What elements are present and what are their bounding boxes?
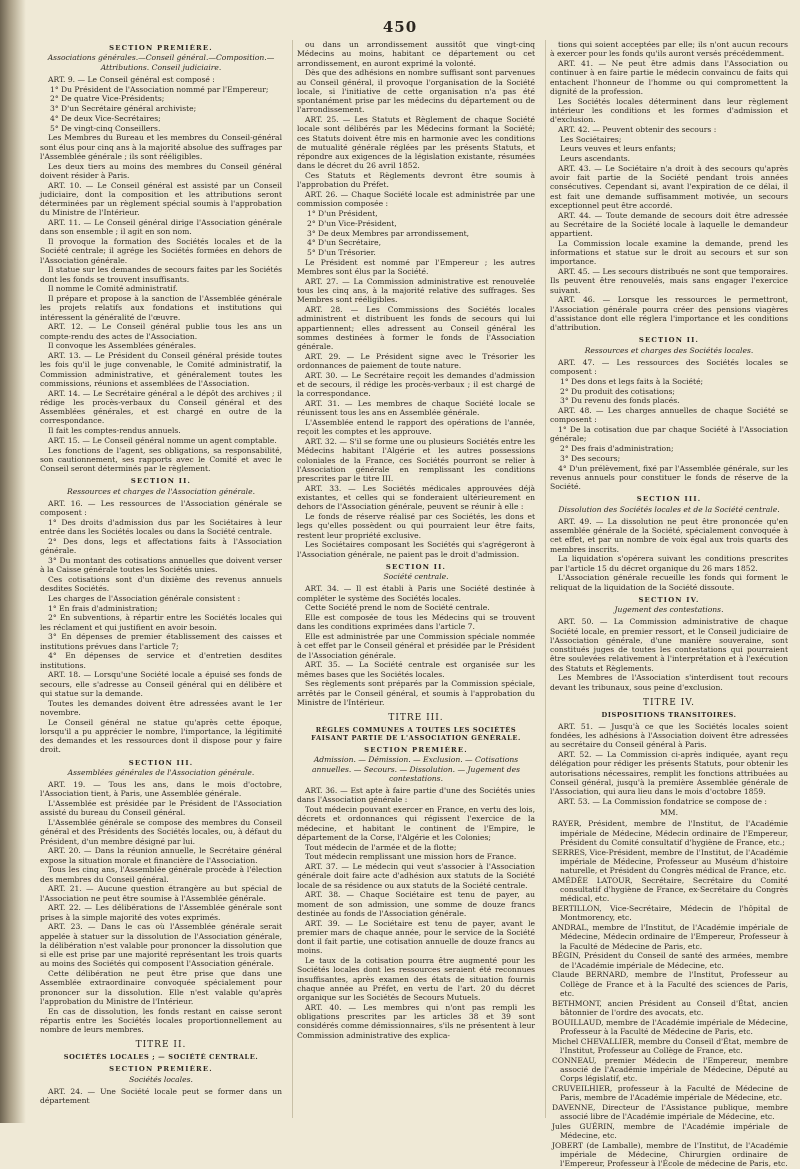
article-paragraph: Il convoque les Assemblées générales. bbox=[48, 341, 197, 351]
commission-member: SERRES, Vice-Président, membre de l'Institut, de l'Académie impériale de Médecine, Professeur au Muséum d'histoire naturelle, et Président du Congrès médical de France, etc. bbox=[552, 847, 788, 876]
list-item: 1° Des dons et legs faits à la Société; bbox=[560, 376, 704, 386]
article-paragraph: ART. 34. — Il est établi à Paris une Société destinée à compléter le système des Sociétés locales. bbox=[297, 584, 535, 603]
article-paragraph: ART. 13. — Le Président du Conseil général préside toutes les fois qu'il le juge convenable, le Comité administratif, la Commission administrative, et généralement toutes les commissions, réunions et assemblées de l'Association. bbox=[40, 351, 282, 388]
section-subtitle: Société centrale. bbox=[383, 572, 449, 582]
article-paragraph: ART. 43. — Le Sociétaire n'a droit à des secours qu'après avoir fait partie de la Société pendant trois années consécutives. Cependant si, avant l'expiration de ce délai, il est fait une demande suffisamment motivée, un secours exceptionnel peut être accordé. bbox=[550, 163, 788, 210]
section-subtitle: Jugement des contestations. bbox=[614, 605, 724, 615]
title-heading: TITRE III. bbox=[388, 713, 444, 724]
article-paragraph: Les Sociétaires composant les Sociétés qui s'agrégeront à l'Association générale, ne paient pas le droit d'admission. bbox=[297, 540, 535, 559]
article-paragraph: Ces cotisations sont d'un dixième des revenus annuels desdites Sociétés. bbox=[40, 574, 282, 594]
article-paragraph: 3° En dépenses de premier établissement des caisses et institutions prévues dans l'article 7; bbox=[40, 632, 282, 651]
article-paragraph: Les deux tiers au moins des membres du Conseil général doivent résider à Paris. bbox=[40, 161, 282, 180]
article-paragraph: 2° Des dons, legs et affectations faits à l'Association générale. bbox=[40, 536, 282, 556]
article-paragraph: ou dans un arrondissement aussitôt que vingt-cinq Médecins au moins, habitant ce département ou cet arrondissement, en auront exprimé la volonté. bbox=[297, 40, 535, 68]
column-right bbox=[545, 40, 788, 1169]
list-item: 2° D'un Vice-Président, bbox=[307, 218, 397, 228]
commission-member: DAVENNE, Directeur de l'Assistance publique, membre associé libre de l'Académie impériale de Médecine, etc. bbox=[552, 1102, 788, 1122]
section-subtitle: Ressources et charges des Sociétés locales. bbox=[584, 345, 754, 355]
article-paragraph: Dès que des adhésions en nombre suffisant sont parvenues au Conseil général, il provoque l'organisation de la Société locale, si l'initiative de cette organisation n'a pas été spontanément prise par les médecins du département ou de l'arrondissement. bbox=[297, 68, 535, 115]
article-paragraph: Tout médecin de l'armée et de la flotte; bbox=[305, 842, 457, 852]
article-paragraph: Cette délibération ne peut être prise que dans une Assemblée extraordinaire convoquée spécialement pour prononcer sur la dissolution. Elle n'est valable qu'après l'approbation du Ministre de l'Intérieur. bbox=[40, 969, 282, 1006]
article-paragraph: ART. 10. — Le Conseil général est assisté par un Conseil judiciaire, dont la composition et les attributions seront déterminées par un règlement spécial soumis à l'approbation du Ministre de l'Intérieur. bbox=[40, 180, 282, 218]
article-paragraph: ART. 12. — Le Conseil général publie tous les ans un compte-rendu des actes de l'Association. bbox=[40, 322, 282, 341]
list-item: 4° De deux Vice-Secrétaires; bbox=[50, 113, 161, 123]
commission-member: CONNEAU, premier Médecin de l'Empereur, membre associé de l'Académie impériale de Médecine, Député au Corps législatif, etc. bbox=[552, 1055, 788, 1084]
article-paragraph: ART. 48. — Les charges annuelles de chaque Société se composent : bbox=[550, 406, 788, 425]
article-paragraph: 1° En frais d'administration; bbox=[48, 603, 158, 613]
page-number: 450 bbox=[382, 18, 418, 36]
list-item: Leurs veuves et leurs enfants; bbox=[560, 144, 676, 154]
article-paragraph: ART. 24. — Une Société locale peut se former dans un département bbox=[40, 1086, 282, 1106]
section-heading: SECTION IV. bbox=[638, 595, 700, 604]
article-paragraph: L'Association générale recueille les fonds qui forment le reliquat de la liquidation de la Société dissoute. bbox=[550, 573, 788, 592]
commission-member: Claude BERNARD, membre de l'Institut, Professeur au Collège de France et à la Faculté des sciences de Paris, etc. bbox=[552, 970, 788, 998]
article-paragraph: 1° De la cotisation due par chaque Société à l'Association générale; bbox=[550, 425, 788, 444]
section-heading: SECTION III. bbox=[636, 495, 702, 504]
list-item: Les Sociétaires; bbox=[560, 134, 622, 144]
article-paragraph: Elle est composée de tous les Médecins qui se trouvent dans les conditions exprimées dans l'article 7. bbox=[297, 613, 535, 632]
article-paragraph: Le fonds de réserve réalisé par ces Sociétés, les dons et legs qu'elles possèdent ou qui pourraient leur être faits, restent leur propriété exclusive. bbox=[297, 512, 535, 540]
article-paragraph: ART. 15. — Le Conseil général nomme un agent comptable. bbox=[48, 435, 277, 445]
article-paragraph: ART. 25. — Les Statuts et Règlement de chaque Société locale sont délibérés par les Médecins formant la Société; ces Statuts doivent être mis en harmonie avec les conditions de mutualité générale réglées par les présents Statuts, et répondre aux exigences de la législation existante, résumées dans le décret du 26 avril 1852. bbox=[297, 115, 535, 171]
article-paragraph: Elle est administrée par une Commission spéciale nommée à cet effet par le Conseil général et présidée par le Président de l'Association générale. bbox=[297, 632, 535, 660]
article-paragraph: ART. 38. — Chaque Sociétaire est tenu de payer, au moment de son admission, une somme de douze francs destinée au fonds de l'Association générale. bbox=[297, 890, 535, 918]
article-paragraph: ART. 32. — S'il se forme une ou plusieurs Sociétés entre les Médecins habitant l'Algérie et les autres possessions coloniales de la France, ces Sociétés pourront se relier à l'Association générale en remplissant les conditions prescrites par le titre III. bbox=[297, 437, 535, 483]
list-item: 5° De vingt-cinq Conseillers. bbox=[50, 123, 161, 133]
article-paragraph: ART. 18. — Lorsqu'une Société locale a épuisé ses fonds de secours, elle s'adresse au Conseil général qui en délibère et qui statue sur la demande. bbox=[40, 670, 282, 698]
article-paragraph: ART. 26. — Chaque Société locale est administrée par une commission composée : bbox=[297, 190, 535, 209]
commission-member: Jules GUÉRIN, membre de l'Académie impériale de Médecine, etc. bbox=[552, 1121, 788, 1141]
article-paragraph: La liquidation s'opérera suivant les conditions prescrites par l'article 15 du décret organique du 26 mars 1852. bbox=[550, 554, 788, 573]
article-paragraph: Il provoque la formation des Sociétés locales et de la Société centrale; il agrége les Sociétés formées en dehors de l'Association générale. bbox=[40, 237, 282, 265]
list-item: 3° D'un Secrétaire général archiviste; bbox=[50, 104, 197, 114]
article-paragraph: Le Président est nommé par l'Empereur ; les autres Membres sont élus par la Société. bbox=[297, 257, 535, 276]
section-subtitle: Assemblées générales de l'Association générale. bbox=[67, 767, 255, 777]
article-paragraph: ART. 19. — Tous les ans, dans le mois d'octobre, l'Association tient, à Paris, une Assemblée générale. bbox=[40, 780, 282, 799]
article-paragraph: Les Membres de l'Association s'interdisent tout recours devant les tribunaux, sous peine d'exclusion. bbox=[550, 673, 788, 692]
section-subtitle: Ressources et charges de l'Association générale. bbox=[66, 486, 256, 496]
list-item: 2° Du produit des cotisations; bbox=[560, 386, 675, 396]
article-paragraph: ART. 31. — Les membres de chaque Société locale se réunissent tous les ans en Assemblée générale. bbox=[297, 399, 535, 418]
article-paragraph: Toutes les demandes doivent être adressées avant le 1er novembre. bbox=[40, 698, 282, 717]
article-paragraph: L'Assemblée est présidée par le Président de l'Association assisté du bureau du Conseil général. bbox=[40, 799, 282, 818]
section-subtitle: Sociétés locales. bbox=[129, 1074, 193, 1084]
article-paragraph: Ses règlements sont préparés par la Commission spéciale, arrêtés par le Conseil général, et soumis à l'approbation du Ministre de l'Intérieur. bbox=[297, 679, 535, 707]
article-paragraph: Il prépare et propose à la sanction de l'Assemblée générale les projets relatifs aux fondations et institutions qui intéressent la généralité de l'œuvre. bbox=[40, 294, 282, 322]
commission-member: RAYER, Président, membre de l'Institut, de l'Académie impériale de Médecine, Médecin ordinaire de l'Empereur, Président du Comité consultatif d'hygiène de France, etc.; bbox=[552, 819, 788, 847]
list-item: 3° De deux Membres par arrondissement, bbox=[307, 228, 470, 238]
article-paragraph: Les charges de l'Association générale consistent : bbox=[48, 593, 241, 603]
section-heading: SECTION PREMIÈRE. bbox=[364, 746, 468, 755]
section-heading: SECTION PREMIÈRE. bbox=[109, 1065, 213, 1074]
article-paragraph: ART. 37. — Le médecin qui veut s'associer à l'Association générale doit faire acte d'adhésion aux statuts de la Société locale de sa résidence ou aux statuts de la Société centrale. bbox=[297, 862, 535, 890]
article-paragraph: Tout médecin pouvant exercer en France, en vertu des lois, décrets et ordonnances qui régissent l'exercice de la médecine, et habitant le continent de l'Empire, le département de la Corse, l'Algérie et les Colonies; bbox=[297, 805, 535, 842]
article-paragraph: ART. 14. — Le Secrétaire général a le dépôt des archives ; il rédige les procès-verbaux du Conseil général et des Assemblées générales, et est chargé en outre de la correspondance. bbox=[40, 388, 282, 426]
article-paragraph: L'Assemblée générale se compose des membres du Conseil général et des Présidents des Sociétés locales, ou, à défaut du Président, d'un membre désigné par lui. bbox=[40, 818, 282, 846]
article-paragraph: ART. 50. — La Commission administrative de chaque Société locale, en premier ressort, et le Conseil judiciaire de l'Association générale, d'une manière souveraine, sont constitués juges de toutes les contestations qui pourraient être soulevées relativement à l'interprétation et à l'exécution des Statuts et Règlements. bbox=[550, 617, 788, 673]
list-item: 1° D'un Président, bbox=[307, 209, 378, 218]
article-paragraph: ART. 29. — Le Président signe avec le Trésorier les ordonnances de paiement de toute nature. bbox=[297, 351, 535, 370]
article-paragraph: ART. 33. — Les Sociétés médicales approuvées déjà existantes, et celles qui se fonderaient ultérieurement en dehors de l'Association générale, peuvent se réunir à elle : bbox=[297, 483, 535, 512]
article-paragraph: ART. 42. — Peuvent obtenir des secours : bbox=[558, 124, 717, 134]
article-paragraph: ART. 52. — La Commission ci-après indiquée, ayant reçu délégation pour rédiger les présents Statuts, pour obtenir les autorisations nécessaires, remplit les fonctions attribuées au Conseil général, jusqu'à la première Assemblée générale de l'Association, qui aura lieu dans le mois d'octobre 1859. bbox=[550, 750, 788, 797]
article-paragraph: ART. 49. — La dissolution ne peut être prononcée qu'en assemblée générale de la Société, spécialement convoquée à cet effet, et par un nombre de voix égal aux trois quarts des membres inscrits. bbox=[550, 516, 788, 554]
article-paragraph: L'Assemblée entend le rapport des opérations de l'année, reçoit les comptes et les approuve. bbox=[297, 418, 535, 437]
article-paragraph: ART. 36. — Est apte à faire partie d'une des Sociétés unies dans l'Association générale : bbox=[297, 786, 535, 805]
article-paragraph: ART. 11. — Le Conseil général dirige l'Association générale dans son ensemble ; il agit en son nom. bbox=[40, 218, 282, 237]
article-paragraph: 1° Des droits d'admission dus par les Sociétaires à leur entrée dans les Sociétés locales ou dans la Société centrale. bbox=[40, 517, 282, 537]
article-paragraph: Cette Société prend le nom de Société centrale. bbox=[305, 603, 490, 613]
article-paragraph: ART. 20. — Dans la réunion annuelle, le Secrétaire général expose la situation morale et financière de l'Association. bbox=[40, 846, 282, 865]
article-paragraph: ART. 47. — Les ressources des Sociétés locales se composent : bbox=[550, 357, 788, 377]
article-paragraph: Les Sociétés locales déterminent dans leur règlement intérieur les conditions et les formes d'admission et d'exclusion. bbox=[550, 96, 788, 124]
article-paragraph: Il nomme le Comité administratif. bbox=[48, 284, 178, 294]
article-paragraph: ART. 45. — Les secours distribués ne sont que temporaires. Ils peuvent être renouvelés, mais sans engager l'exercice suivant. bbox=[550, 267, 788, 295]
list-item: 3° Des secours; bbox=[560, 453, 621, 463]
article-paragraph: Il statue sur les demandes de secours faites par les Sociétés dont les fonds se trouvent insuffisants. bbox=[40, 265, 282, 284]
article-paragraph: ART. 28. — Les Commissions des Sociétés locales administrent et distribuent les fonds de secours qui lui appartiennent; elles adressent au Conseil général les sommes destinées à former le fonds de l'Association générale. bbox=[297, 305, 535, 351]
commission-member: BOUILLAUD, membre de l'Académie impériale de Médecine, Professeur à la Faculté de Médecine de Paris, etc. bbox=[552, 1017, 788, 1036]
list-item: 5° D'un Trésorier. bbox=[307, 248, 376, 257]
list-item: 1° Du Président de l'Association nommé par l'Empereur; bbox=[50, 84, 269, 94]
article-paragraph: ART. 35. — La Société centrale est organisée sur les mêmes bases que les Sociétés locales. bbox=[297, 660, 535, 679]
article-paragraph: tions qui soient acceptées par elle; ils n'ont aucun recours à exercer pour les fonds qu'ils auront versés précédemment. bbox=[550, 40, 788, 59]
commission-member: Michel CHEVALLIER, membre du Conseil d'État, membre de l'Institut, Professeur au Collège de France, etc. bbox=[552, 1036, 788, 1055]
article-paragraph: ART. 40. — Les membres qui n'ont pas rempli les obligations prescrites par les articles 38 et 39 sont considérés comme démissionnaires, s'ils ne présentent à leur Commission administrative des explica- bbox=[297, 1002, 535, 1040]
article-paragraph: ART. 53. — La Commission fondatrice se compose de : bbox=[558, 796, 767, 806]
article-paragraph: 3° Du montant des cotisations annuelles que doivent verser à la Caisse générale toutes les Sociétés unies. bbox=[40, 555, 282, 575]
section-subtitle: Admission. — Démission. — Exclusion. — Cotisations annuelles. — Secours. — Dissolution. — Jugement des contestations. bbox=[311, 755, 521, 783]
article-paragraph: 4° D'un prélèvement, fixé par l'Assemblée générale, sur les revenus annuels pour constituer le fonds de réserve de la Société. bbox=[550, 463, 788, 492]
article-paragraph: Le taux de la cotisation pourra être augmenté pour les Sociétés locales dont les ressources seraient été reconnues insuffisantes, après examen des états de situation fournis chaque année au Préfet, en vertu de l'art. 20 du décret organique sur les Sociétés de Secours Mutuels. bbox=[297, 956, 535, 1003]
article-paragraph: ART. 51. — Jusqu'à ce que les Sociétés locales soient fondées, les adhésions à l'Association doivent être adressées au secrétaire du Conseil général à Paris. bbox=[550, 721, 788, 750]
article-paragraph: Les Membres du Bureau et les membres du Conseil-général sont élus pour cinq ans à la majorité absolue des suffrages par l'Assemblée générale ; ils sont rééligibles. bbox=[40, 133, 282, 161]
list-item: 2° De quatre Vice-Présidents; bbox=[50, 94, 165, 104]
section-subtitle: Associations générales.—Conseil général.—Composition.—Attributions. Conseil judiciaire. bbox=[47, 53, 275, 72]
commission-member: BERTILLON, Vice-Secrétaire, Médecin de l'hôpital de Montmorency, etc. bbox=[552, 904, 788, 923]
section-heading: SECTION II. bbox=[638, 336, 700, 345]
article-paragraph: 2° En subventions, à répartir entre les Sociétés locales qui les réclament et qui justifient en avoir besoin. bbox=[40, 613, 282, 632]
column-middle bbox=[292, 40, 535, 1118]
commission-member: AMÉDÉE LATOUR, Secrétaire, Secrétaire du Comité consultatif d'hygiène de France, ex-Secrétaire du Congrès médical, etc. bbox=[552, 875, 788, 904]
article-paragraph: ART. 22. — Les délibérations de l'Assemblée générale sont prises à la simple majorité des votes exprimés. bbox=[40, 903, 282, 922]
article-paragraph: En cas de dissolution, les fonds restant en caisse seront répartis entre les Sociétés locales proportionnellement au nombre de leurs membres. bbox=[40, 1006, 282, 1035]
title-heading: TITRE IV. bbox=[642, 697, 696, 708]
section-heading: SECTION III. bbox=[128, 758, 194, 767]
article-paragraph: Ces Statuts et Règlements devront être soumis à l'approbation du Préfet. bbox=[297, 171, 535, 190]
article-paragraph: ART. 39. — Le Sociétaire est tenu de payer, avant le premier mars de chaque année, pour le service de la Société dont il fait partie, une cotisation annuelle de douze francs au moins. bbox=[297, 918, 535, 956]
article-paragraph: ART. 23. — Dans le cas où l'Assemblée générale serait appelée à statuer sur la dissolution de l'Association générale, la délibération n'est valable pour prononcer la dissolution que si elle est prise par une majorité représentant les trois quarts au moins des Sociétés qui composent l'Association générale. bbox=[40, 922, 282, 969]
list-item: 3° Du revenu des fonds placés. bbox=[560, 396, 680, 406]
article-paragraph: 4° En dépenses de service et d'entretien desdites institutions. bbox=[40, 651, 282, 670]
section-subtitle: Dissolution des Sociétés locales et de la Société centrale. bbox=[558, 504, 780, 514]
commission-member: BETHMONT, ancien Président au Conseil d'État, ancien bâtonnier de l'ordre des avocats, etc. bbox=[552, 998, 788, 1017]
section-heading: SECTION II. bbox=[130, 477, 192, 486]
title-heading: TITRE II. bbox=[135, 1040, 187, 1051]
commission-member: CRUVEILHIER, professeur à la Faculté de Médecine de Paris, membre de l'Académie impériale de Médecine, etc. bbox=[552, 1083, 788, 1103]
article-paragraph: ART. 9. — Le Conseil général est composé : bbox=[48, 74, 215, 84]
section-heading: SECTION II. bbox=[385, 562, 447, 571]
title-subheading: DISPOSITIONS TRANSITOIRES. bbox=[601, 710, 737, 719]
list-item: 4° D'un Secrétaire, bbox=[307, 238, 382, 248]
article-paragraph: Le Conseil général ne statue qu'après cette époque, lorsqu'il a pu apprécier le nombre, l'importance, la légitimité des demandes et les ressources dont il dispose pour y faire droit. bbox=[40, 717, 282, 755]
title-subheading: SOCIÉTÉS LOCALES ; — SOCIÉTÉ CENTRALE. bbox=[63, 1053, 259, 1062]
article-paragraph: Les fonctions de l'agent, ses obligations, sa responsabilité, son cautionnement, ses rapports avec le Comité et avec le Conseil seront déterminés par le règlement. bbox=[40, 445, 282, 474]
article-paragraph: ART. 46. — Lorsque les ressources le permettront, l'Association générale pourra créer des pensions viagères d'assistance dont elle réglera l'importance et les conditions d'attribution. bbox=[550, 295, 788, 332]
commission-member: JOBERT (de Lamballe), membre de l'Institut, de l'Académie impériale de Médecine, Chirurgien ordinaire de l'Empereur, Professeur à l'École de médecine de Paris, etc. bbox=[552, 1140, 788, 1169]
article-paragraph: La Commission locale examine la demande, prend les informations et statue sur le droit au secours et sur son importance. bbox=[550, 238, 788, 267]
article-paragraph: ART. 21. — Aucune question étrangère au but spécial de l'Association ne peut être soumise à l'Assemblée générale. bbox=[40, 884, 282, 903]
column-left bbox=[40, 40, 282, 1118]
section-heading: SECTION PREMIÈRE. bbox=[109, 44, 213, 52]
article-paragraph: ART. 41. — Ne peut être admis dans l'Association ou continuer à en faire partie le médecin convaincu de faits qui entachent l'honneur de l'homme ou qui compromettent la dignité de la profession. bbox=[550, 59, 788, 96]
list-label: MM. bbox=[660, 808, 678, 818]
article-paragraph: ART. 30. — Le Secrétaire reçoit les demandes d'admission et de secours, il rédige les procès-verbaux ; il est chargé de la correspondance. bbox=[297, 370, 535, 399]
title-subheading: RÈGLES COMMUNES A TOUTES LES SOCIÉTÉS FAISANT PARTIE DE L'ASSOCIATION GÉNÉRALE. bbox=[311, 726, 521, 743]
page-binding-edge bbox=[0, 0, 26, 1123]
article-paragraph: Tous les cinq ans, l'Assemblée générale procède à l'élection des membres du Conseil général. bbox=[40, 865, 282, 884]
text-columns bbox=[40, 40, 788, 1169]
commission-member: BÉGIN, Président du Conseil de santé des armées, membre de l'Académie impériale de Médecine, etc. bbox=[552, 951, 788, 970]
article-paragraph: ART. 27. — La Commission administrative est renouvelée tous les cinq ans, à la majorité relative des suffrages. Ses Membres sont rééligibles. bbox=[297, 276, 535, 305]
article-paragraph: Il fait les comptes-rendus annuels. bbox=[48, 426, 181, 436]
article-paragraph: ART. 44. — Toute demande de secours doit être adressée au Secrétaire de la Société locale à laquelle le demandeur appartient. bbox=[550, 210, 788, 238]
list-item: Leurs ascendants. bbox=[560, 154, 631, 163]
article-paragraph: ART. 16. — Les ressources de l'Association générale se composent : bbox=[40, 498, 282, 518]
commission-member: ANDRAL, membre de l'Institut, de l'Académie impériale de Médecine, Médecin ordinaire de l'Empereur, Professeur à la Faculté de Médecine de Paris, etc. bbox=[552, 923, 788, 951]
list-item: 2° Des frais d'administration; bbox=[560, 444, 674, 454]
article-paragraph: Tout médecin remplissant une mission hors de France. bbox=[305, 852, 517, 862]
